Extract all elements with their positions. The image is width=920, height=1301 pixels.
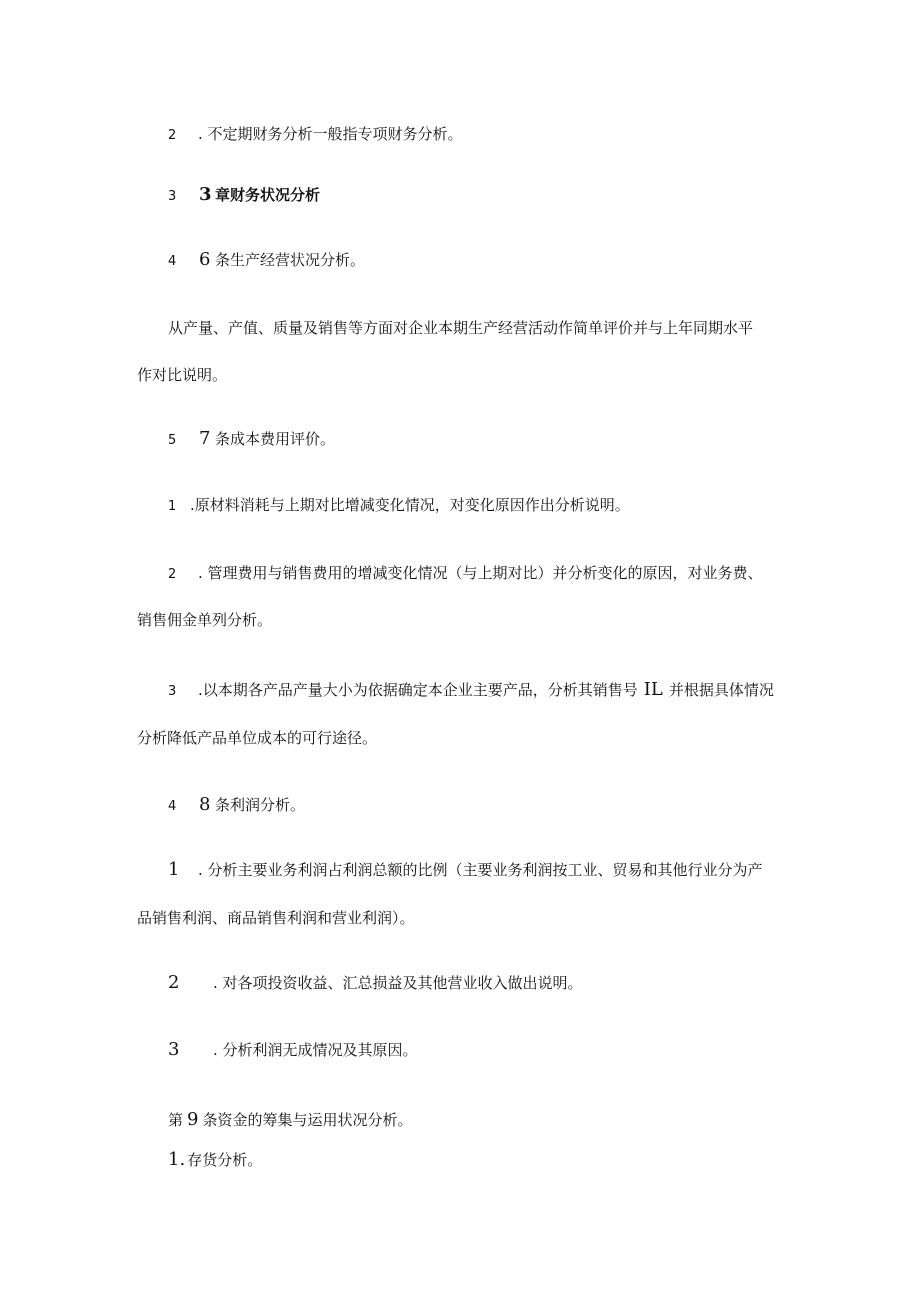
item-text: .以本期各产品产量大小为依据确定本企业主要产品，分析其销售号 xyxy=(198,681,638,699)
cost-item-2 xyxy=(168,563,763,585)
item-text: . 不定期财务分析一般指专项财务分析。 xyxy=(198,125,463,143)
item-number: 1 xyxy=(168,859,180,880)
item-text: 并根据具体情况 xyxy=(668,681,774,699)
item-number: 3 xyxy=(168,189,177,204)
item-number: 1. xyxy=(168,1149,186,1170)
article-number: 7 xyxy=(199,428,211,449)
paragraph-line xyxy=(137,610,272,630)
article-6-heading xyxy=(168,250,365,272)
cost-item-3 xyxy=(168,680,774,702)
chapter-title: 章财务状况分析 xyxy=(215,186,321,204)
paragraph-line xyxy=(137,908,415,928)
item-2-irregular-analysis xyxy=(168,124,463,146)
item-text: . 对各项投资收益、汇总损益及其他营业收入做出说明。 xyxy=(213,974,583,992)
paragraph-text: 从产量、产值、质量及销售等方面对企业本期生产经营活动作简单评价并与上年同期水平 xyxy=(168,319,754,337)
item-text: 存货分析。 xyxy=(187,1151,263,1169)
article-title: 条资金的筹集与运用状况分析。 xyxy=(202,1111,413,1129)
item-number: 3 xyxy=(168,1039,180,1060)
paragraph-text: 品销售利润、商品销售利润和营业利润）。 xyxy=(137,909,415,927)
item-text: . 分析利润无成情况及其原因。 xyxy=(213,1041,418,1059)
paragraph-text: 分析降低产品单位成本的可行途径。 xyxy=(137,729,378,747)
item-text: . 管理费用与销售费用的增减变化情况（与上期对比）并分析变化的原因，对业务费、 xyxy=(198,564,763,582)
article-7-heading xyxy=(168,429,335,451)
item-number: 4 xyxy=(168,254,177,269)
article-9-heading xyxy=(168,1110,412,1130)
item-number: 2 xyxy=(168,128,177,143)
item-number: 5 xyxy=(168,433,177,448)
item-text: . 分析主要业务利润占利润总额的比例（主要业务利润按工业、贸易和其他行业分为产 xyxy=(198,861,763,879)
item-number: 1 xyxy=(168,499,177,514)
article-number: 6 xyxy=(199,249,211,270)
item-number: 2 xyxy=(168,567,177,582)
article-title: 条生产经营状况分析。 xyxy=(215,251,366,269)
profit-item-2 xyxy=(168,973,583,993)
item-number: 4 xyxy=(168,799,177,814)
chapter-number: 3 xyxy=(199,184,212,205)
funds-item-1 xyxy=(168,1150,262,1170)
article-number: 8 xyxy=(199,794,211,815)
item-text-latin: IL xyxy=(643,679,663,700)
article-number: 9 xyxy=(187,1109,199,1130)
paragraph-line xyxy=(137,365,227,385)
chapter-heading xyxy=(168,185,320,207)
paragraph-text: 销售佣金单列分析。 xyxy=(137,611,273,629)
item-number: 2 xyxy=(168,972,180,993)
article-8-heading xyxy=(168,795,305,817)
item-text: .原材料消耗与上期对比增减变化情况，对变化原因作出分析说明。 xyxy=(190,496,630,514)
paragraph-line xyxy=(168,318,753,338)
profit-item-3 xyxy=(168,1040,418,1060)
item-number: 3 xyxy=(168,684,177,699)
paragraph-line xyxy=(137,728,377,748)
paragraph-text: 作对比说明。 xyxy=(137,366,228,384)
article-title: 条利润分析。 xyxy=(215,796,306,814)
cost-item-1 xyxy=(168,495,630,517)
article-prefix: 第 xyxy=(168,1111,184,1129)
profit-item-1 xyxy=(168,860,763,880)
article-title: 条成本费用评价。 xyxy=(215,430,336,448)
